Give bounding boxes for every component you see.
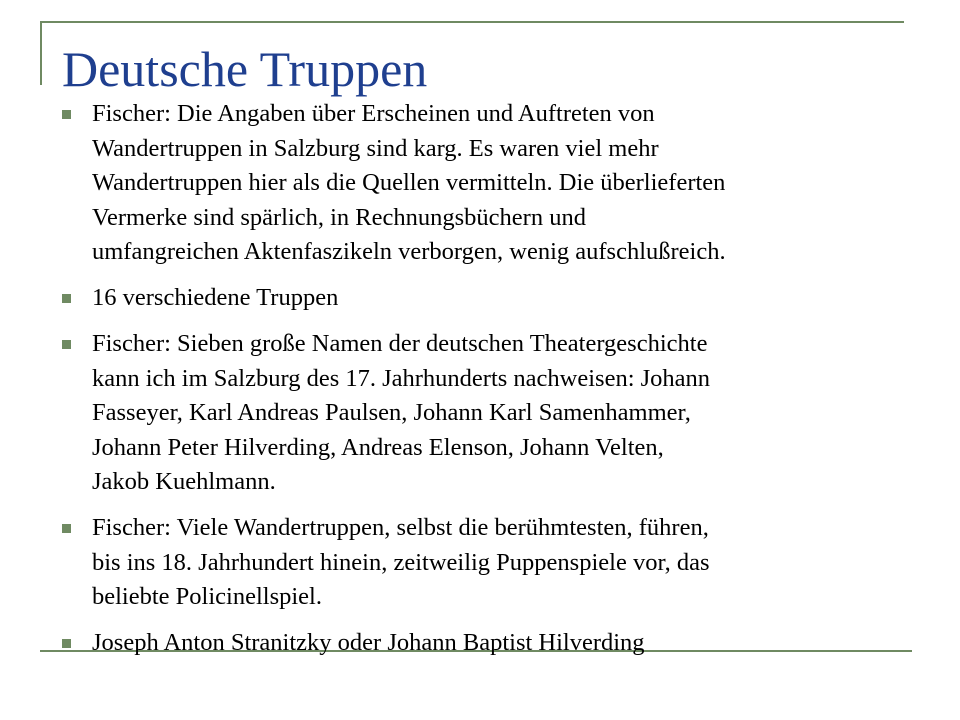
bullet-line: Wandertruppen in Salzburg sind karg. Es waren viel mehr <box>92 134 659 162</box>
slide-title: Deutsche Truppen <box>62 41 428 97</box>
bullet-text <box>92 97 920 270</box>
bullet-line: umfangreichen Aktenfaszikeln verborgen, wenig aufschlußreich. <box>92 238 726 265</box>
bullet-item <box>60 281 920 316</box>
bullet-item <box>60 511 920 615</box>
bullet-list <box>60 97 920 661</box>
bullet-item <box>60 97 920 270</box>
bullet-line: Fasseyer, Karl Andreas Paulsen, Johann Karl Samenhammer, <box>92 399 691 426</box>
bullet-line: Johann Peter Hilverding, Andreas Elenson, Johann Velten, <box>92 433 664 461</box>
bullet-text <box>92 626 920 661</box>
bullet-line: Fischer: Sieben große Namen der deutschen Theatergeschichte <box>92 330 708 357</box>
bullet-text <box>92 281 920 316</box>
bullet-line: kann ich im Salzburg des 17. Jahrhunderts nachweisen: Johann <box>92 364 711 392</box>
bullet-line: 16 verschiedene Truppen <box>92 284 339 311</box>
bullet-line: Wandertruppen hier als die Quellen vermitteln. Die überlieferten <box>92 169 726 196</box>
bullet-text <box>92 511 920 615</box>
square-bullet-icon <box>62 524 71 533</box>
bullet-text <box>92 327 920 500</box>
bullet-line: Joseph Anton Stranitzky oder Johann Baptist Hilverding <box>92 629 645 656</box>
bullet-item <box>60 626 920 661</box>
square-bullet-icon <box>62 110 71 119</box>
bullet-line: beliebte Policinellspiel. <box>92 583 322 610</box>
left-rule <box>40 21 42 85</box>
square-bullet-icon <box>62 639 71 648</box>
bullet-line: bis ins 18. Jahrhundert hinein, zeitweilig Puppenspiele vor, das <box>92 548 710 576</box>
bullet-line: Vermerke sind spärlich, in Rechnungsbüchern und <box>92 203 586 231</box>
bullet-item <box>60 327 920 500</box>
square-bullet-icon <box>62 340 71 349</box>
top-rule <box>40 21 904 23</box>
square-bullet-icon <box>62 294 71 303</box>
bullet-line: Fischer: Die Angaben über Erscheinen und Auftreten von <box>92 100 655 127</box>
bullet-line: Jakob Kuehlmann. <box>92 468 276 495</box>
bullet-line: Fischer: Viele Wandertruppen, selbst die berühmtesten, führen, <box>92 514 709 541</box>
